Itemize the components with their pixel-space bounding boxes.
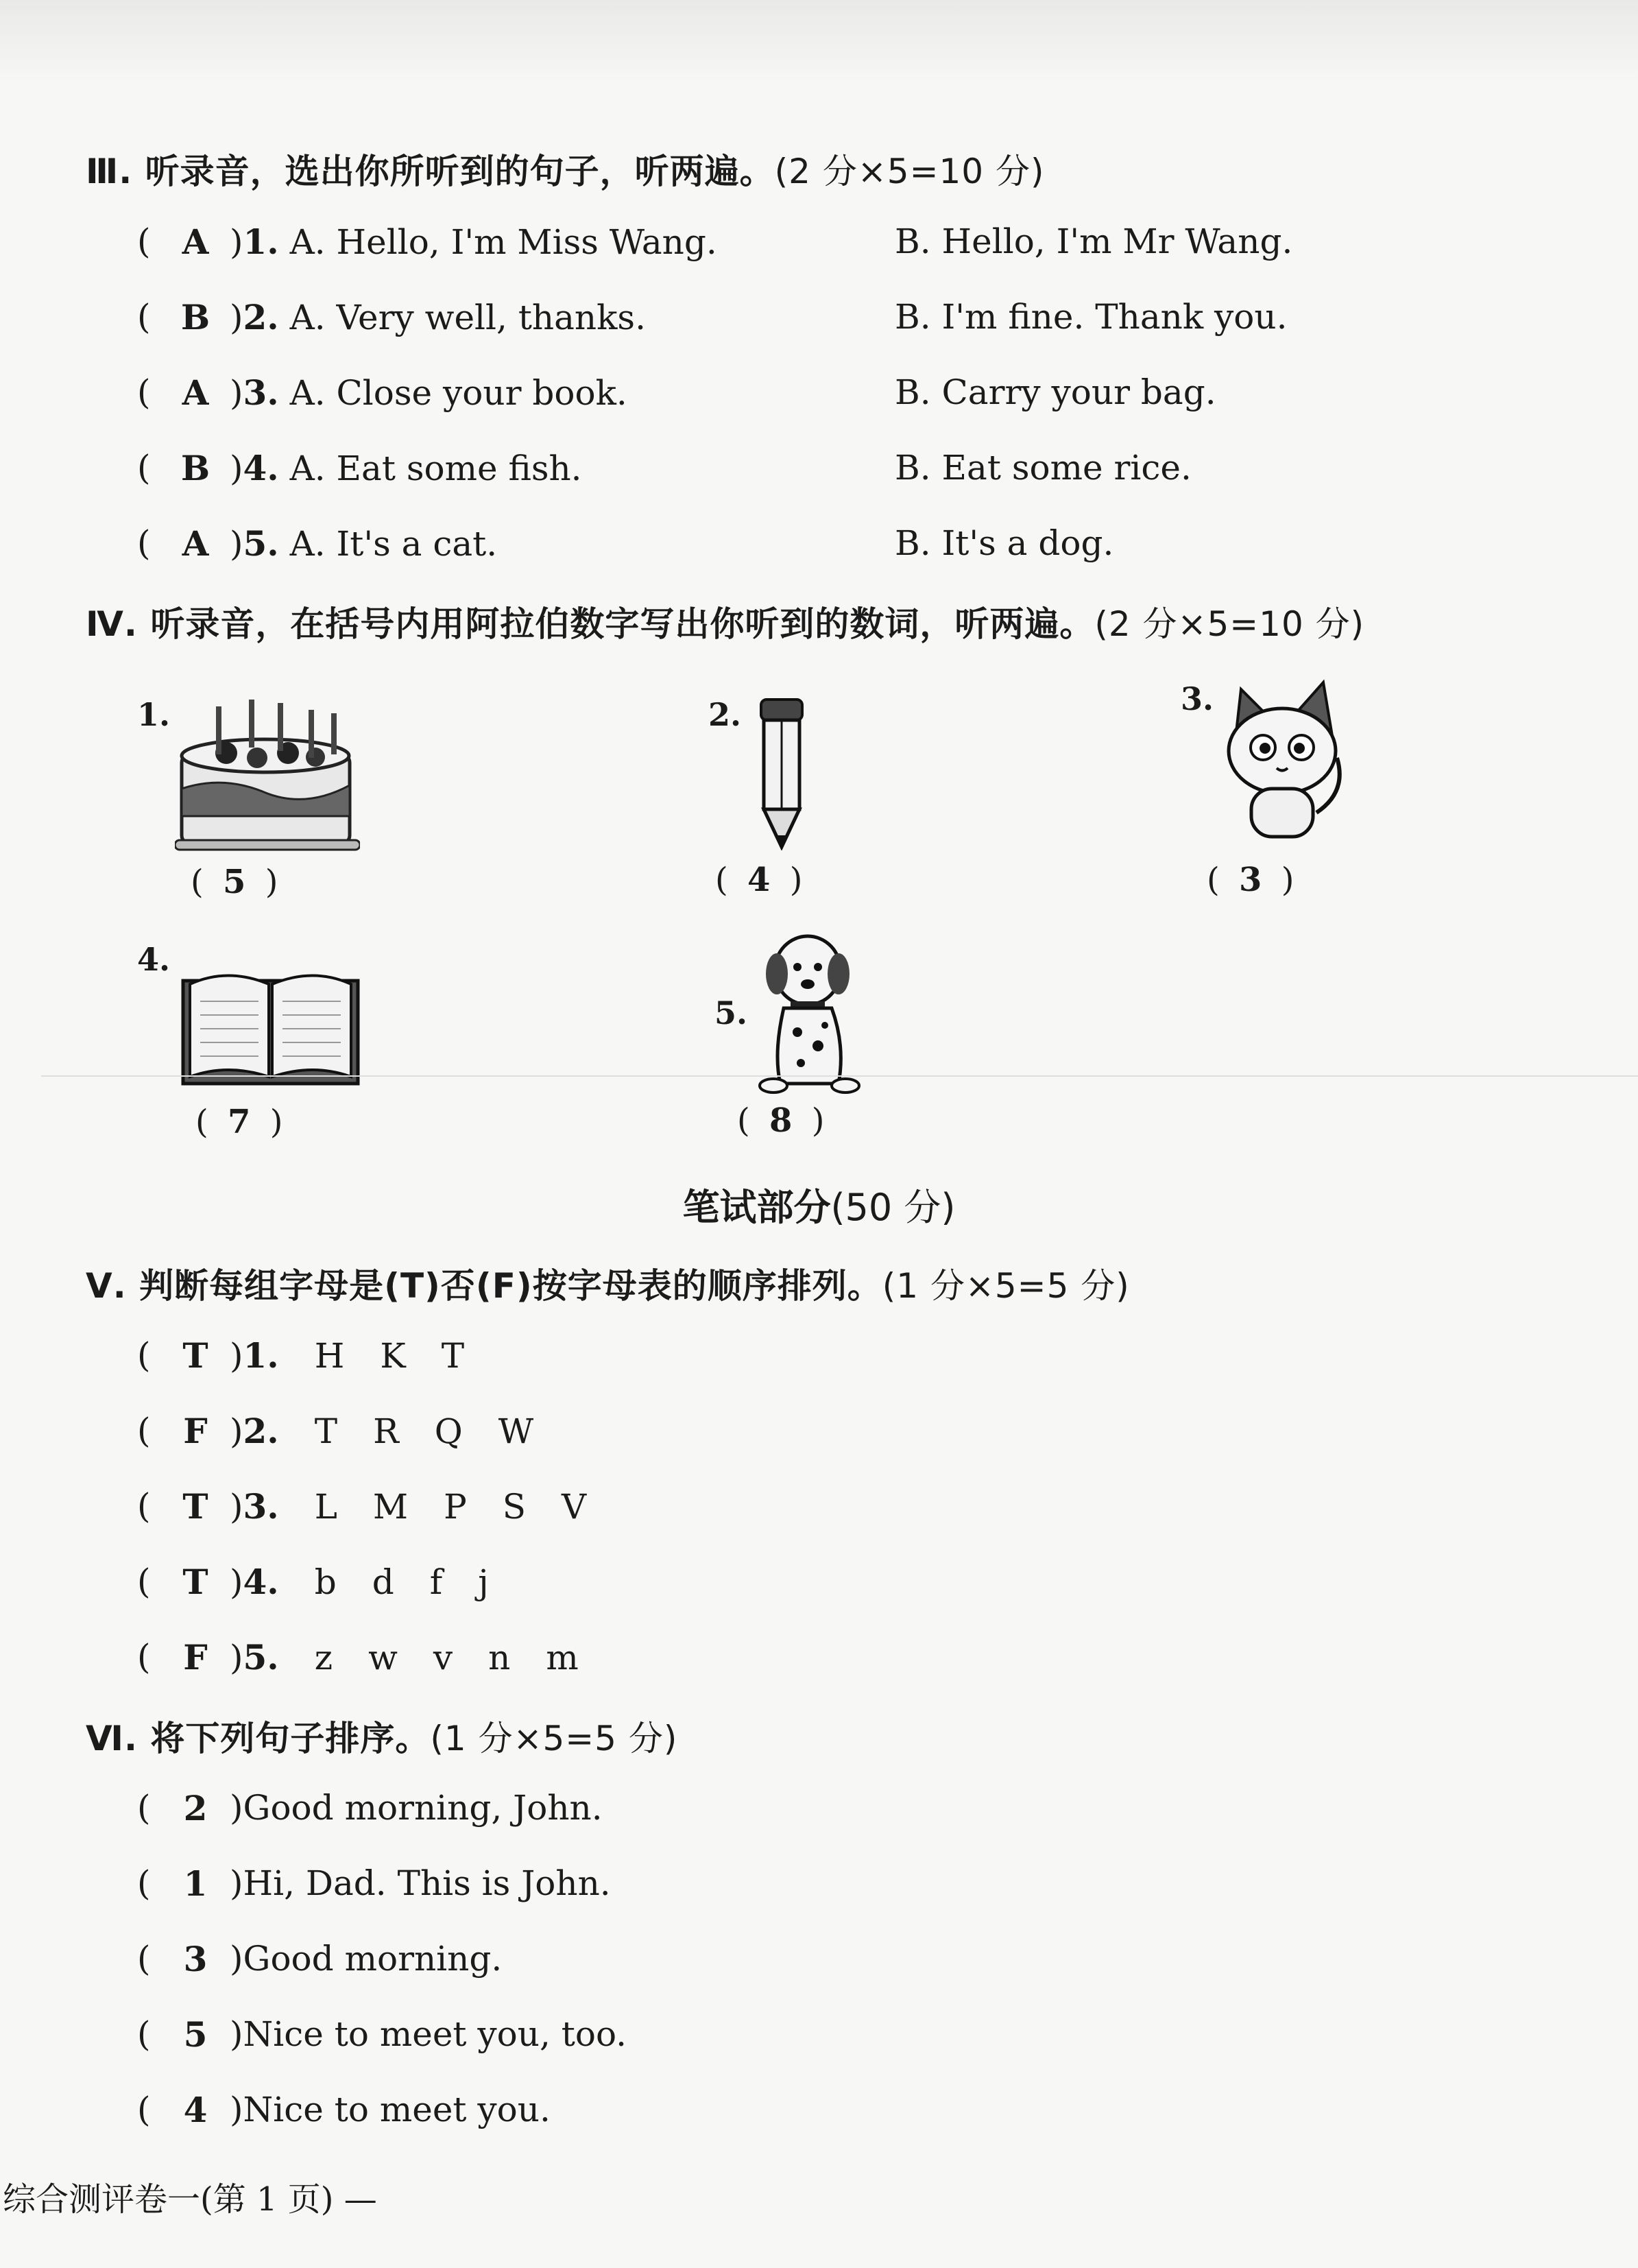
picture-3-number: 3.: [1181, 680, 1214, 717]
section-3-heading: Ⅲ. 听录音，选出你所听到的句子，听两遍。(2 分×5=10 分): [86, 152, 1045, 191]
option-a: A. It's a cat.: [289, 524, 498, 564]
answer-blank[interactable]: 4: [183, 2090, 208, 2130]
answer-blank[interactable]: F: [183, 1637, 208, 1678]
answer-blank[interactable]: B: [180, 448, 210, 488]
section-3-question-2-option-b: B. I'm fine. Thank you.: [895, 297, 1288, 337]
answer-blank[interactable]: A: [182, 372, 209, 413]
answer-blank[interactable]: B: [180, 297, 210, 337]
picture-1-answer[interactable]: ( 5 ): [191, 863, 278, 901]
answer-blank[interactable]: 1: [183, 1863, 208, 1904]
picture-4-answer[interactable]: ( 7 ): [195, 1103, 283, 1141]
section-5-heading: Ⅴ. 判断每组字母是(T)否(F)按字母表的顺序排列。(1 分×5=5 分): [86, 1266, 1130, 1306]
written-part-title: 笔试部分(50 分): [682, 1186, 956, 1229]
answer-blank[interactable]: F: [183, 1411, 208, 1451]
option-a: A. Very well, thanks.: [289, 298, 646, 337]
cat-icon: [1214, 676, 1351, 847]
picture-3-answer[interactable]: ( 3 ): [1207, 861, 1294, 899]
section-3-question-1-option-b: B. Hello, I'm Mr Wang.: [895, 222, 1293, 261]
book-icon: [180, 960, 361, 1090]
answer-blank[interactable]: 2: [183, 1788, 208, 1828]
dog-icon: [749, 929, 866, 1094]
section-3-question-3-option-b: B. Carry your bag.: [895, 372, 1216, 412]
answer-blank[interactable]: 5: [183, 2014, 208, 2055]
pencil-icon: [754, 693, 809, 850]
picture-4-number: 4.: [137, 941, 171, 978]
option-a: A. Hello, I'm Miss Wang.: [289, 222, 717, 262]
picture-1-number: 1.: [137, 696, 171, 733]
picture-2-number: 2.: [708, 696, 742, 733]
section-4-heading: Ⅳ. 听录音，在括号内用阿拉伯数字写出你听到的数词，听两遍。(2 分×5=10 分): [86, 604, 1365, 644]
scan-top-edge: [0, 0, 1638, 82]
answer-blank[interactable]: 3: [183, 1939, 208, 1979]
option-a: A. Eat some fish.: [289, 449, 582, 488]
picture-5-number: 5.: [714, 994, 748, 1031]
section-3-question-4-option-b: B. Eat some rice.: [895, 448, 1192, 488]
section-6-heading: Ⅵ. 将下列句子排序。(1 分×5=5 分): [86, 1719, 678, 1758]
option-a: A. Close your book.: [289, 373, 627, 413]
picture-2-answer[interactable]: ( 4 ): [715, 861, 803, 899]
picture-5-answer[interactable]: ( 8 ): [737, 1101, 825, 1140]
page-footer: 综合测评卷一(第 1 页) —: [3, 2180, 377, 2219]
divider-line: [41, 1075, 1638, 1077]
answer-blank[interactable]: T: [182, 1486, 208, 1527]
answer-blank[interactable]: T: [182, 1562, 208, 1602]
answer-blank[interactable]: A: [182, 523, 209, 564]
worksheet-page: Ⅲ. 听录音，选出你所听到的句子，听两遍。(2 分×5=10 分) ( A )1. A. Hello, I'm Miss Wang. B. Hello, I'm Mr Wang. ( B )2. A. Very well, thanks. B. I'm fine. Thank you. ( A )3. A. Close your book. B. Carry your bag. ( B )4. A. Eat some fish. B. Eat some rice. ( A )5. A. It's a cat. B. It's a dog. Ⅳ. 听录音，在括号内用阿拉伯数字写出你听到的数词，听两遍。(2 分×5=10 分) 1. ( 5 ) 2. ( 4 ) 3. ( 3 ) 4. ( 7 ) 5. ( 8 ) 笔试部分(50 分) Ⅴ. 判断每组字母是(T)否(F)按字母表的顺序排列。(1 分×5=5 分) ( T )1. H K T ( F )2. T R Q W ( T )3. L M P S V ( T )4. b d f j ( F )5. z w v n m Ⅵ. 将下列句子排序。(1 分×5=5 分) ( 2 )Good morning, John. ( 1 )Hi, Dad. This is John. ( 3 )Good morning. ( 5 )Nice to meet you, too. ( 4 )Nice to meet you. 综合测评卷一(第 1 页) —: [0, 0, 1638, 2268]
answer-blank[interactable]: T: [182, 1335, 208, 1376]
section-3-question-5-option-b: B. It's a dog.: [895, 523, 1114, 563]
cake-icon: [175, 693, 360, 857]
answer-blank[interactable]: A: [182, 222, 209, 262]
